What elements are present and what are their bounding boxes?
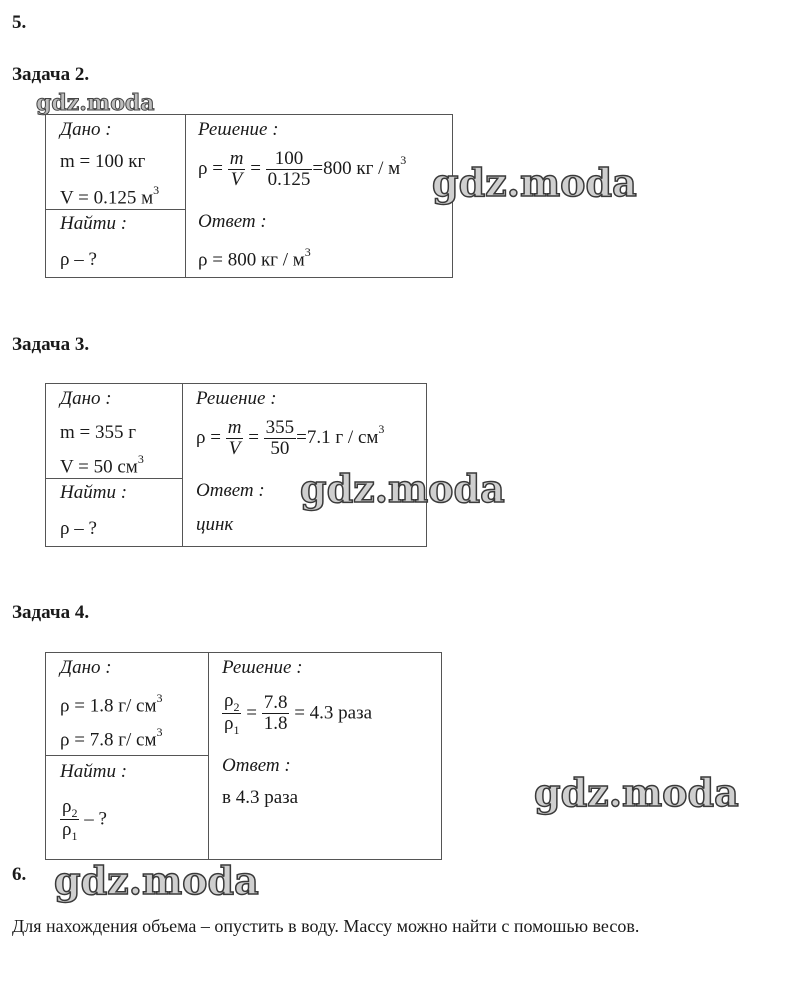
task2-find-value: ρ – ?: [60, 249, 97, 270]
task3-given-label: Дано :: [60, 388, 112, 409]
task3-answer-label: Ответ :: [196, 480, 265, 501]
task4-find-label: Найти :: [60, 761, 128, 782]
task3-answer-value: цинк: [196, 514, 234, 535]
task2-title: Задача 2.: [12, 64, 90, 85]
task2-answer-value: ρ = 800 кг / $м^3$: [198, 245, 311, 271]
task2-solution-formula: ρ = $\frac{m}{V}$ = $\frac{100}{0.125}$ =800 кг / $м^3$: [198, 148, 407, 190]
task3-solution-formula: ρ = $\frac{m}{V}$ = $\frac{355}{50}$ =7.1 г / $см^3$: [196, 417, 385, 459]
task4-table: [45, 652, 442, 860]
task3-table: [45, 383, 427, 547]
task2-table: [45, 114, 453, 278]
task3-find-value: ρ – ?: [60, 518, 97, 539]
task2-answer-label: Ответ :: [198, 211, 267, 232]
task2-solution-label: Решение :: [198, 119, 279, 140]
task3-find-label: Найти :: [60, 482, 128, 503]
section6-number: 6.: [12, 864, 27, 885]
task3-given-volume: V = 50 $см^3$: [60, 452, 144, 478]
watermark: gdz.moda: [54, 858, 259, 903]
task2-given-mass: m = 100 кг: [60, 151, 146, 172]
task2-find-label: Найти :: [60, 213, 128, 234]
task2-given-volume: V = 0.125 $м^3$: [60, 183, 160, 209]
task4-given-rho2: ρ = 7.8 г/ $см^3$: [60, 725, 163, 751]
watermark: gdz.moda: [36, 90, 155, 116]
task3-solution-label: Решение :: [196, 388, 277, 409]
task4-answer-label: Ответ :: [222, 755, 291, 776]
watermark: gdz.moda: [534, 770, 739, 815]
watermark: gdz.moda: [300, 466, 505, 511]
task4-answer-value: в 4.3 раза: [222, 787, 299, 808]
task3-given-mass: m = 355 г: [60, 422, 137, 443]
task4-title: Задача 4.: [12, 602, 90, 623]
task4-solution-formula: $\frac{\rho_2}{\rho_1}$ = $\frac{7.8}{1.8}$ = 4.3 раза: [224, 690, 373, 738]
task4-find-value: $\frac{\rho_2}{\rho_1}$ – ?: [62, 796, 107, 844]
task4-given-label: Дано :: [60, 657, 112, 678]
section6-text: Для нахождения объема – опустить в воду. Массу можно найти с помошью весов.: [12, 916, 640, 936]
task2-given-label: Дано :: [60, 119, 112, 140]
section-number-5: 5.: [12, 12, 27, 33]
task4-given-rho1: ρ = 1.8 г/ $см^3$: [60, 691, 163, 717]
task3-title: Задача 3.: [12, 334, 90, 355]
watermark: gdz.moda: [432, 160, 637, 205]
task4-solution-label: Решение :: [222, 657, 303, 678]
